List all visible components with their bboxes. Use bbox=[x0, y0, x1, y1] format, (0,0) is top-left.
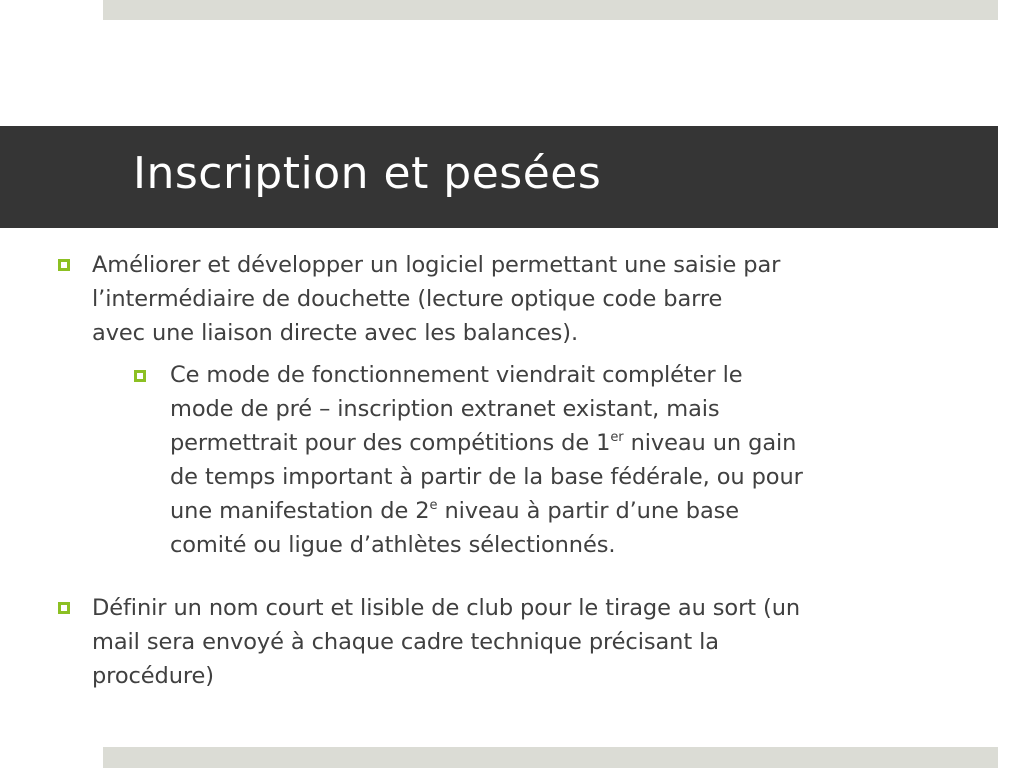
bullet-2-line-1: Définir un nom court et lisible de club pour le tirage au sort (un bbox=[92, 595, 801, 621]
bullet-1-text bbox=[92, 248, 780, 350]
bullet-2-text bbox=[92, 591, 800, 693]
ordinal-superscript: e bbox=[429, 498, 438, 513]
sub-bullet-line-6: comité ou ligue d’athlètes sélectionnés. bbox=[170, 532, 616, 558]
bullet-1-line-1: Améliorer et développer un logiciel permettant une saisie par bbox=[92, 252, 781, 278]
bullet-1-line-3: avec une liaison directe avec les balances). bbox=[92, 320, 579, 346]
bottom-decor-band bbox=[103, 747, 998, 768]
sub-bullet-line-3-b: niveau un gain bbox=[623, 430, 797, 456]
bullet-1-line-2: l’intermédiaire de douchette (lecture optique code barre bbox=[92, 286, 723, 312]
sub-bullet-line-5-a: une manifestation de 2 bbox=[170, 498, 430, 524]
bullet-2-line-2: mail sera envoyé à chaque cadre technique précisant la bbox=[92, 629, 719, 655]
sub-bullet-line-5-b: niveau à partir d’une base bbox=[437, 498, 740, 524]
square-bullet-icon bbox=[58, 259, 70, 271]
sub-bullet-text bbox=[170, 358, 803, 562]
square-bullet-icon bbox=[134, 370, 146, 382]
sub-bullet-line-5 bbox=[170, 498, 739, 524]
ordinal-superscript: er bbox=[610, 430, 624, 445]
top-decor-band bbox=[103, 0, 998, 20]
bullet-2-line-3: procédure) bbox=[92, 663, 214, 689]
sub-bullet-line-4: de temps important à partir de la base fédérale, ou pour bbox=[170, 464, 803, 490]
slide-title: Inscription et pesées bbox=[133, 148, 602, 199]
sub-bullet-line-1: Ce mode de fonctionnement viendrait compléter le bbox=[170, 362, 743, 388]
sub-bullet-line-3 bbox=[170, 430, 796, 456]
sub-bullet-line-3-a: permettrait pour des compétitions de 1 bbox=[170, 430, 611, 456]
sub-bullet-line-2: mode de pré – inscription extranet existant, mais bbox=[170, 396, 720, 422]
square-bullet-icon bbox=[58, 602, 70, 614]
